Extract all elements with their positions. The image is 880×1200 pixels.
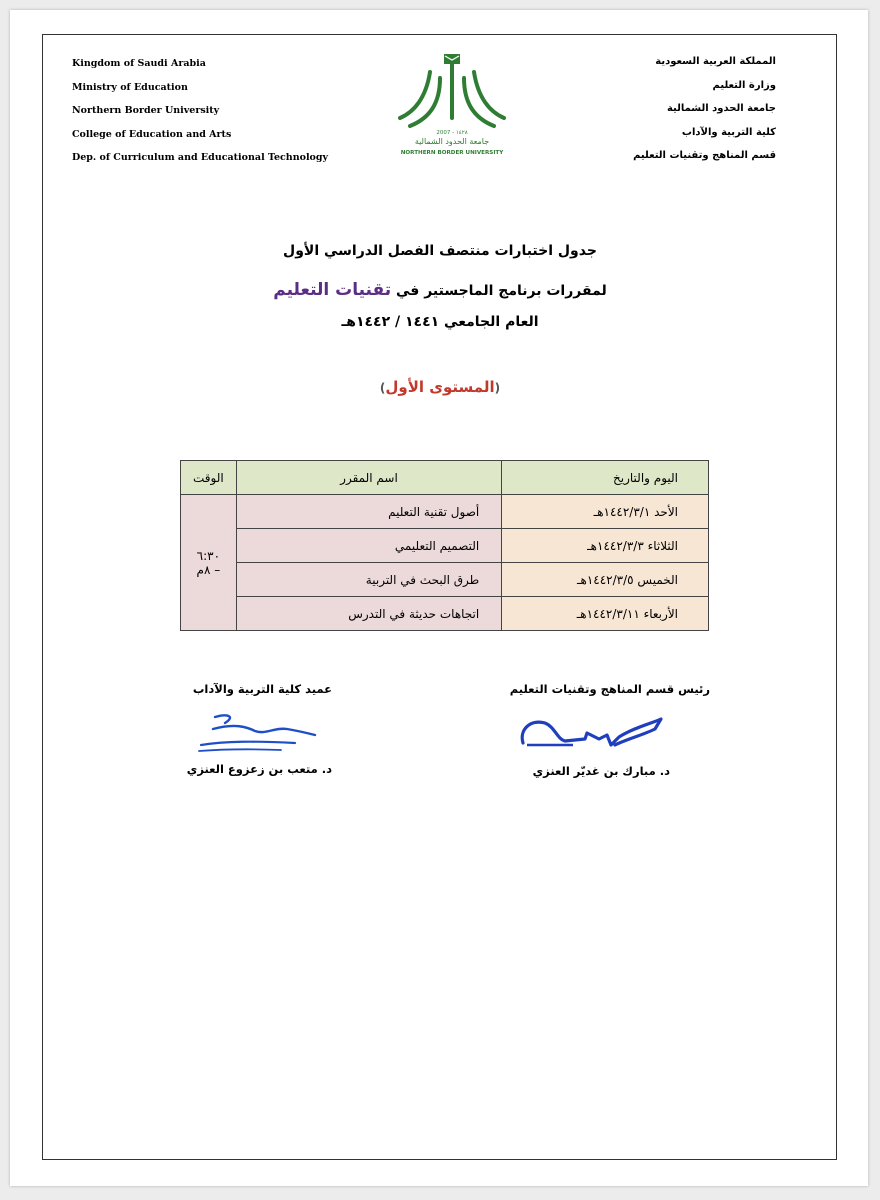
- row-date: الأحد ١٤٤٢/٣/١هـ: [502, 495, 709, 529]
- en-university: Northern Border University: [72, 105, 220, 116]
- level-heading: [0, 378, 880, 396]
- left-signatory-name: د. متعب بن زعزوع العنزي: [186, 762, 332, 776]
- title-line-2-prefix: لمقررات برنامج الماجستير في: [396, 283, 607, 299]
- ar-college: كلية التربية والآداب: [681, 126, 776, 138]
- row-course: التصميم التعليمي: [236, 529, 502, 563]
- ar-kingdom: المملكة العربية السعودية: [655, 56, 776, 67]
- exam-schedule-table: [180, 460, 709, 631]
- arabic-letterhead: [633, 50, 776, 168]
- en-college: College of Education and Arts: [72, 128, 232, 140]
- academic-year: العام الجامعي ١٤٤١ / ١٤٤٢هـ: [341, 314, 539, 330]
- level-paren-open: (: [494, 381, 501, 395]
- ar-ministry: وزارة التعليم: [712, 79, 776, 91]
- university-logo: [390, 48, 514, 158]
- table-row: [181, 597, 709, 631]
- left-signature-title: عميد كلية التربية والآداب: [192, 682, 332, 696]
- row-course: أصول تقنية التعليم: [236, 495, 502, 529]
- en-department: Dep. of Curriculum and Educational Technology: [72, 152, 329, 163]
- right-signatory-name: د. مبارك بن غديّر العنزي: [532, 764, 670, 778]
- logo-year: 2007 - ١٤٢٨: [436, 130, 468, 136]
- left-signature-image: [195, 705, 325, 755]
- program-name: تقنيات التعليم: [273, 280, 392, 300]
- right-signature-title: رئيس قسم المناهج وتقنيات التعليم: [509, 682, 710, 696]
- row-course: اتجاهات حديثة في التدرس: [236, 597, 502, 631]
- table-row: [181, 529, 709, 563]
- exam-time: ٦:٣٠ – ٨م: [181, 495, 237, 631]
- table-header-row: [181, 461, 709, 495]
- table-row: [181, 563, 709, 597]
- level-paren-close: ): [379, 381, 386, 395]
- right-signature-image: [515, 705, 665, 755]
- table-row: [181, 495, 709, 529]
- header-time: الوقت: [181, 461, 237, 495]
- row-date: الخميس ١٤٤٢/٣/٥هـ: [502, 563, 709, 597]
- header-course: اسم المقرر: [236, 461, 502, 495]
- level-label: المستوى الأول: [385, 378, 495, 396]
- title-line-1: جدول اختبارات منتصف الفصل الدراسي الأول: [283, 243, 597, 259]
- logo-arabic-name: جامعة الحدود الشمالية: [414, 137, 490, 146]
- en-kingdom: Kingdom of Saudi Arabia: [72, 58, 206, 69]
- header-date: اليوم والتاريخ: [502, 461, 709, 495]
- row-date: الأربعاء ١٤٤٢/٣/١١هـ: [502, 597, 709, 631]
- row-date: الثلاثاء ١٤٤٢/٣/٣هـ: [502, 529, 709, 563]
- row-course: طرق البحث في التربية: [236, 563, 502, 597]
- logo-english-name: NORTHERN BORDER UNIVERSITY: [400, 150, 504, 156]
- title-line-2: [0, 280, 880, 300]
- en-ministry: Ministry of Education: [72, 81, 188, 93]
- ar-department: قسم المناهج وتقنيات التعليم: [633, 150, 776, 161]
- english-letterhead: [72, 52, 328, 170]
- ar-university: جامعة الحدود الشمالية: [666, 103, 776, 114]
